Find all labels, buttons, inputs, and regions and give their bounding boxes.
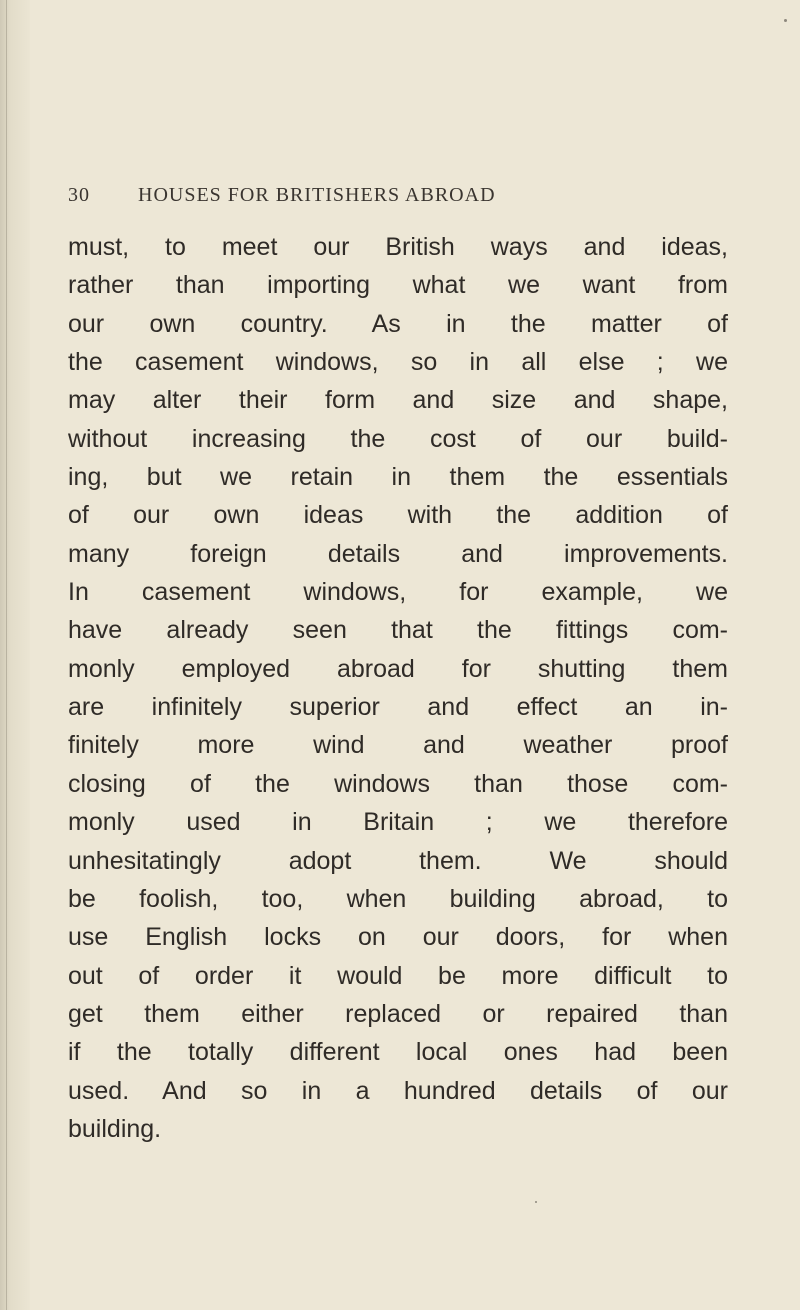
gutter-edge-line <box>6 0 7 1310</box>
text-line: finitely more wind and weather proof <box>68 731 728 760</box>
text-line: unhesitatingly adopt them. We should <box>68 846 728 875</box>
text-line: have already seen that the fittings com- <box>68 616 728 645</box>
text-line: our own country. As in the matter of <box>68 309 728 338</box>
page-gutter <box>0 0 30 1310</box>
body-paragraph <box>68 228 728 1148</box>
text-line: rather than importing what we want from <box>68 271 728 300</box>
text-line: without increasing the cost of our build- <box>68 424 728 453</box>
text-line: may alter their form and size and shape, <box>68 386 728 415</box>
text-line: use English locks on our doors, for when <box>68 923 728 952</box>
paper-speck <box>535 1201 537 1203</box>
text-line: used. And so in a hundred details of our <box>68 1076 728 1105</box>
text-line: monly used in Britain ; we therefore <box>68 808 728 837</box>
running-head: HOUSES FOR BRITISHERS ABROAD <box>138 184 496 206</box>
page-number: 30 <box>68 184 90 206</box>
text-line: if the totally different local ones had been <box>68 1038 728 1067</box>
page-header <box>68 184 708 214</box>
text-line: of our own ideas with the addition of <box>68 501 728 530</box>
text-line: get them either replaced or repaired than <box>68 999 728 1028</box>
paper-speck <box>784 19 787 22</box>
text-line: closing of the windows than those com- <box>68 769 728 798</box>
text-line: out of order it would be more difficult to <box>68 961 728 990</box>
text-line: the casement windows, so in all else ; we <box>68 348 728 377</box>
text-line-last: building. <box>68 1114 162 1143</box>
text-line: must, to meet our British ways and ideas, <box>68 233 728 261</box>
text-line: ing, but we retain in them the essentials <box>68 463 728 492</box>
text-line: monly employed abroad for shutting them <box>68 654 728 683</box>
text-line: In casement windows, for example, we <box>68 578 728 607</box>
text-line: be foolish, too, when building abroad, to <box>68 884 728 913</box>
text-line: are infinitely superior and effect an in- <box>68 693 728 722</box>
text-line: many foreign details and improvements. <box>68 539 728 568</box>
